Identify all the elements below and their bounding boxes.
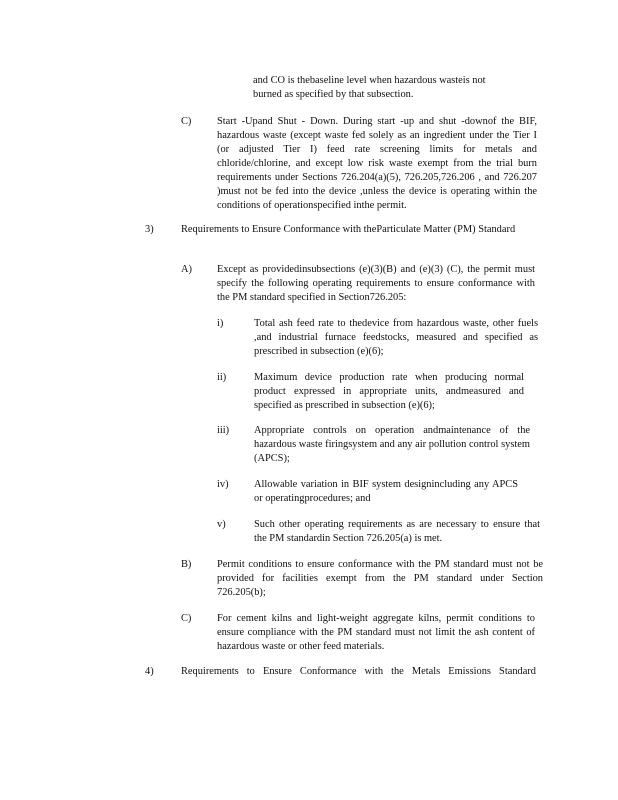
item-iv-text: Allowable variation in BIF system designincluding any APCS or operatingprocedures; and <box>254 479 518 504</box>
item-v-marker: v) <box>217 519 226 530</box>
section-3-marker: 3) <box>145 224 154 235</box>
item-v-text: Such other operating requirements as are necessary to ensure that the PM standardin Section 726.205(a) is met. <box>254 519 540 544</box>
intro-line-2: burned as specified by that subsection. <box>253 89 414 100</box>
c-cement-text: For cement kilns and light-weight aggregate kilns, permit conditions to ensure compliance with the PM standard must not limit the ash content of hazardous waste or other feed materials. <box>217 613 535 652</box>
item-iii-text: Appropriate controls on operation andmaintenance of the hazardous waste firingsystem and any air pollution control system (APCS); <box>254 425 530 464</box>
item-i-marker: i) <box>217 318 224 329</box>
item-i-text: Total ash feed rate to thedevice from hazardous waste, other fuels ,and industrial furnace feedstocks, measured and specified as prescribed in subsection (e)(6); <box>254 318 538 357</box>
a-except-marker: A) <box>181 264 192 275</box>
intro-line-1: and CO is thebaseline level when hazardous wasteis not <box>253 75 486 86</box>
c-cement-marker: C) <box>181 613 192 624</box>
b-permit-text: Permit conditions to ensure conformance with the PM standard must not be provided for facilities exempt from the PM standard under Section 726.205(b); <box>217 559 543 598</box>
b-permit-marker: B) <box>181 559 192 570</box>
section-4-heading: Requirements to Ensure Conformance with the Metals Emissions Standard <box>181 666 536 677</box>
item-iii-marker: iii) <box>217 425 230 436</box>
item-iv-marker: iv) <box>217 479 229 490</box>
section-3-heading: Requirements to Ensure Conformance with theParticulate Matter (PM) Standard <box>181 224 516 235</box>
c-startup-marker: C) <box>181 116 192 127</box>
intro-paragraph <box>253 74 523 102</box>
item-ii-text: Maximum device production rate when producing normal product expressed in appropriate units, andmeasured and specified as prescribed in subsection (e)(6); <box>254 372 524 411</box>
a-except-text: Except as providedinsubsections (e)(3)(B) and (e)(3) (C), the permit must specify the following operating requirements to ensure conformance with the PM standard specified in Section726.205: <box>217 264 535 303</box>
item-ii-marker: ii) <box>217 372 227 383</box>
section-4-marker: 4) <box>145 666 154 677</box>
c-startup-text: Start -Upand Shut - Down. During start -up and shut -downof the BIF, hazardous waste (except waste fed solely as an ingredient under the Tier I (or adjusted Tier I) feed rate screening limits for metals and chloride/chlorine, and except low risk waste exempt from the trial burn requirements under Sections 726.204(a)(5), 726.205,726.206 , and 726.207 )must not be fed into the device ,unless the device is operating within the conditions of operationspecified inthe permit. <box>217 116 537 211</box>
